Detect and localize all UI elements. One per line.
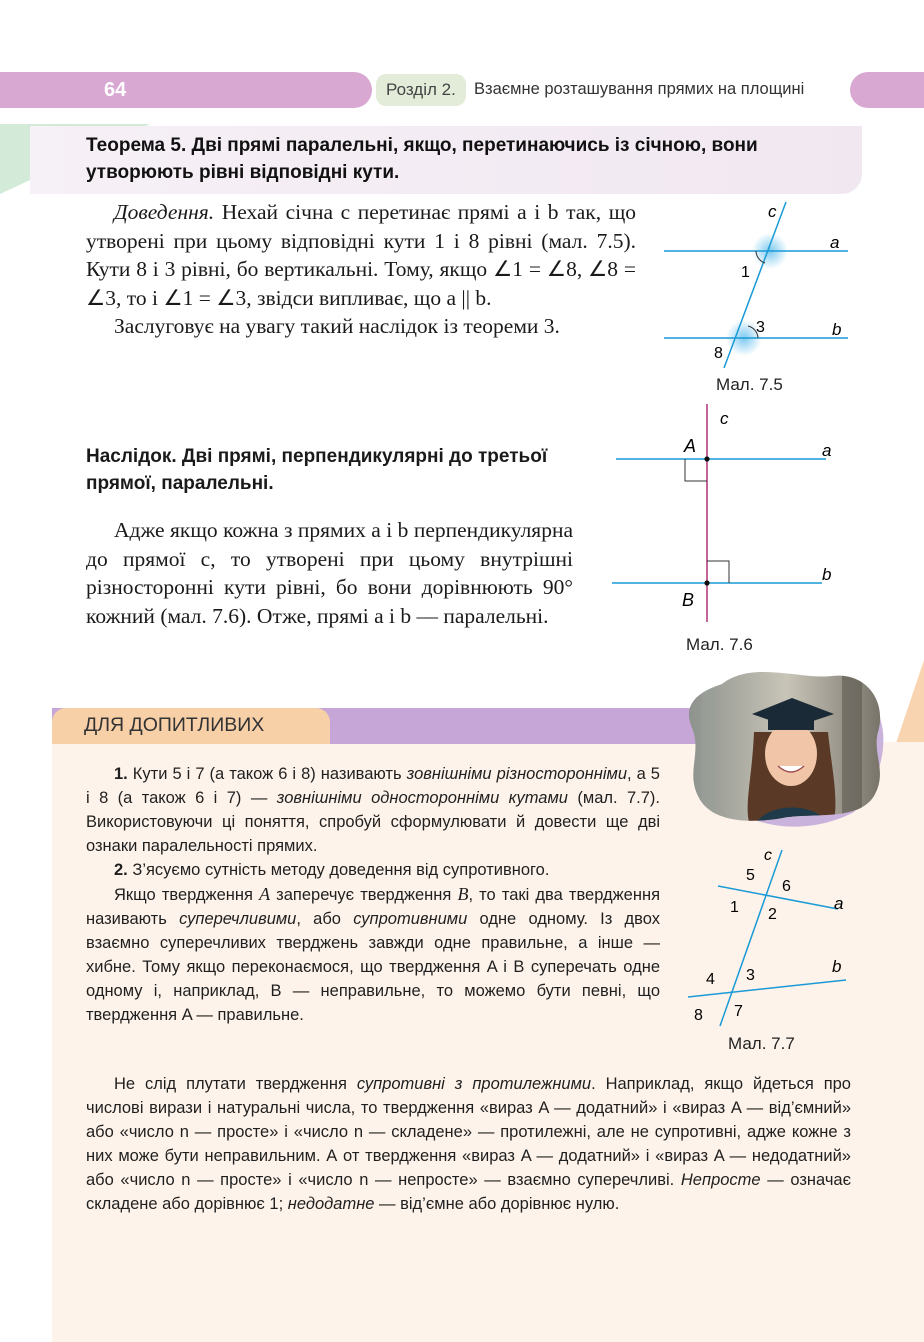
angle-label-4: 4 (706, 971, 715, 988)
figure-7-6-caption: Мал. 7.6 (686, 635, 753, 654)
curious-title: ДЛЯ ДОПИТЛИВИХ (84, 714, 265, 736)
label-A: A (684, 436, 697, 456)
label-b: b (832, 957, 842, 976)
proof-block (86, 198, 636, 341)
student-photo (682, 662, 892, 830)
proof-text: Нехай січна c перетинає прямі a і b так, що утворені при цьому відповідні кути 1 і 8 рівні (мал. 7.5). Кути 8 і 3 рівні, бо вертикальні. Тому, якщо ∠1 = ∠8, ∠8 = ∠3, то і ∠1 = ∠3, звідси випливає, що a || b. (86, 200, 636, 310)
label-a: a (830, 233, 840, 252)
angle-label-7: 7 (734, 1003, 743, 1020)
header-band-left (0, 72, 372, 108)
angle-label-8: 8 (714, 345, 723, 362)
label-a: a (834, 894, 844, 913)
point-B (704, 580, 709, 585)
figure-7-5-caption: Мал. 7.5 (716, 375, 783, 394)
label-b: b (822, 565, 832, 584)
proof-label: Доведення. (114, 200, 215, 224)
right-angle-A (685, 459, 707, 481)
angle-label-2: 2 (768, 906, 777, 923)
right-angle-B (707, 561, 729, 583)
chapter-label: Розділ 2. (376, 74, 466, 106)
angle-label-3: 3 (746, 967, 755, 984)
angle-label-1: 1 (741, 264, 750, 281)
angle-label-5: 5 (746, 867, 755, 884)
proof-note: Заслуговує на увагу такий наслідок із теореми 3. (114, 314, 560, 339)
curious-text: 1. Кути 5 і 7 (а також 6 і 8) називають зовнішніми різносторонніми, а 5 і 8 (а також 6 і 7) — зовнішніми односторонніми кутами (мал. 7.7). Використовуючи ці поняття, спробуй сформулювати й довести ще дві ознаки паралельності прямих. 2. З’ясуємо сутність методу доведення від супротивного. Якщо твердження A заперечує твердження B, то такі два твердження називають суперечливими, або супротивними одне одному. Із двох взаємно суперечливих тверджень завжди одне правильне, а інше — хибне. Тому якщо переконаємося, що твердження A і B суперечать одне одному і, наприклад, B — неправильне, то можемо бути певні, що твердження A — правильне. (86, 765, 661, 1024)
figure-7-6 (608, 400, 848, 626)
label-b: b (832, 320, 842, 339)
face (765, 722, 817, 786)
curious-text-continued: Не слід плутати твердження супротивні з протилежними. Наприклад, якщо йдеться про числові вирази і натуральні числа, то твердження «вираз A — додатний» і «вираз A — від’ємний» або «число n — просте» і «число n — складене» — протилежні, але не супротивні, адже кожне з них може бути неправильним. А от твердження «вираз A — додатний» і «вираз A — недодатний» або «число n — просте» і «число n — непросте» — взаємно суперечливі. Непросте — означає складене або дорівнює 1; недодатне — від’ємне або дорівнює нулю. (86, 1075, 852, 1213)
figure-7-7 (684, 842, 860, 1028)
label-a: a (822, 441, 832, 460)
label-c: c (720, 409, 729, 428)
angle-label-8: 8 (694, 1007, 703, 1024)
figure-7-5 (656, 196, 866, 372)
page-number: 64 (104, 79, 127, 101)
label-c: c (764, 847, 772, 864)
point-A (704, 456, 709, 461)
angle-label-6: 6 (782, 878, 791, 895)
theorem-text: Теорема 5. Дві прямі паралельні, якщо, перетинаючись із січною, вони утворюють рівні відповідні кути. (86, 135, 758, 183)
label-c: c (768, 202, 777, 221)
angle-label-1: 1 (730, 899, 739, 916)
corollary-proof: Адже якщо кожна з прямих a і b перпендикулярна до прямої c, то утворені при цьому внутрішні різносторонні кути рівні, бо вони дорівнюють 90° кожний (мал. 7.6). Отже, прямі a і b — паралельні. (86, 518, 573, 628)
header-band-right (850, 72, 924, 108)
corollary-text: Наслідок. Дві прямі, перпендикулярні до третьої прямої, паралельні. (86, 446, 548, 494)
label-B: B (682, 590, 695, 610)
figure-7-7-caption: Мал. 7.7 (728, 1034, 795, 1053)
angle-label-3: 3 (756, 319, 765, 336)
chapter-title: Взаємне розташування прямих на площині (474, 80, 805, 98)
